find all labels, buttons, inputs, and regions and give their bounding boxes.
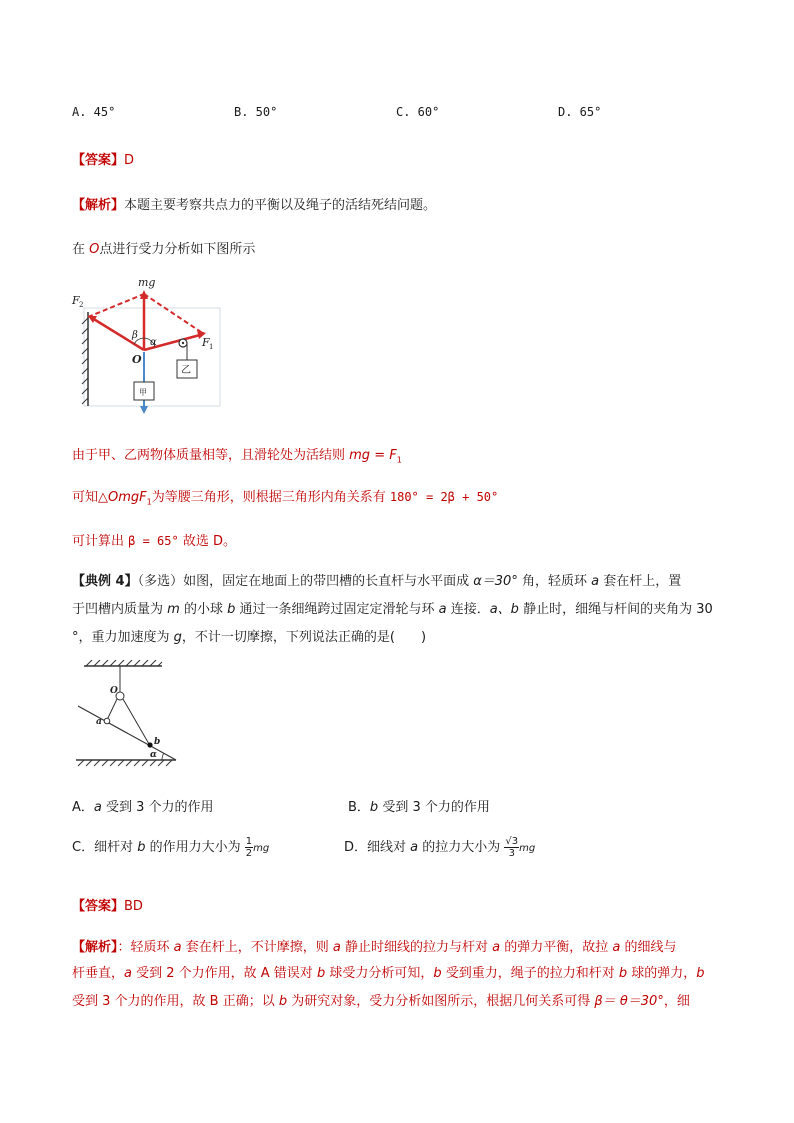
- label-o2: O: [110, 686, 118, 696]
- answer-1: [72, 149, 134, 168]
- tri-eq: 180° = 2β + 50°: [389, 490, 499, 504]
- an2-l2v1: a: [124, 966, 132, 981]
- ex-ab: a、b: [489, 602, 519, 617]
- answer2-value: BD: [124, 899, 143, 914]
- label-a2: a: [96, 717, 102, 727]
- mass-eq-mid: =: [370, 448, 390, 463]
- string-a: [107, 699, 117, 720]
- an2-l2d: 受到重力，绳子的拉力和杆对: [441, 966, 619, 981]
- option-c: C. 60°: [396, 105, 440, 119]
- answer-2: [72, 895, 143, 914]
- an2-l1v3: a: [492, 940, 501, 955]
- opt2a-pre: A．: [72, 800, 94, 815]
- an2-l2v4: b: [618, 966, 628, 981]
- mass-text: 由于甲、乙两物体质量相等，且滑轮处为活结则: [72, 448, 350, 463]
- opt2c-var: b: [137, 840, 146, 855]
- label-jia: 甲: [139, 388, 147, 397]
- an2-l1v2: a: [332, 940, 341, 955]
- result-line: [72, 530, 236, 549]
- label-yi: 乙: [181, 365, 191, 376]
- intro-post: 点进行受力分析如下图所示: [99, 242, 256, 257]
- ex-l2d: 连接．: [446, 602, 490, 617]
- analysis-label: 【解析】: [72, 198, 125, 213]
- frac-d-den: 3: [508, 848, 515, 859]
- frac-c-den: 2: [245, 848, 253, 859]
- ball-b: [147, 742, 152, 747]
- ring-a: [104, 718, 110, 724]
- ex-ball: b: [227, 602, 236, 617]
- an2-l3v1: b: [278, 994, 288, 1009]
- opt2d-pre: D．细线对: [344, 840, 411, 855]
- opt2c-mg: mg: [253, 843, 270, 854]
- opt2c-post: 的作用力大小为: [145, 840, 245, 855]
- force-diagram: [70, 272, 230, 414]
- option-b: B. 50°: [234, 105, 278, 119]
- an2-l1v1: a: [173, 940, 182, 955]
- ex-l1b: 角，轻质环: [517, 574, 592, 589]
- result-pre: 可计算出: [72, 534, 129, 549]
- opt2b-pre: B．: [348, 800, 370, 815]
- an2-l3a: 受到 3 个力的作用，故 B 正确；以: [72, 994, 279, 1009]
- option2-d: [344, 836, 535, 859]
- ex-l2a: 于凹槽内质量为: [72, 602, 168, 617]
- opt2d-mg: mg: [519, 843, 536, 854]
- ex-ring: a: [591, 574, 600, 589]
- analysis2-line2: [72, 962, 705, 981]
- analysis-text: 本题主要考察共点力的平衡以及绳子的活结死结问题。: [124, 198, 437, 213]
- label-b2: b: [154, 737, 161, 747]
- opt2a-var: a: [93, 800, 102, 815]
- mass-eq-f: F: [389, 448, 397, 463]
- ground-hatching: [78, 760, 172, 766]
- opt2b-post: 受到 3 个力的作用: [378, 800, 490, 815]
- option2-a: [72, 796, 214, 815]
- ex-alpha: α＝30°: [473, 574, 518, 589]
- example4-line3: [72, 626, 426, 645]
- an2-l3b: 为研究对象，受力分析如图所示，根据几何关系可得: [287, 994, 595, 1009]
- ex-m: m: [167, 602, 180, 617]
- analysis2-line1: [72, 936, 676, 955]
- option2-c: [72, 836, 269, 859]
- an2-l2b: 受到 2 个力作用，故 A 错误对: [131, 966, 317, 981]
- option-d: D. 65°: [558, 105, 602, 119]
- intro-point: O: [89, 242, 100, 257]
- an2-l2a: 杆垂直，: [72, 966, 125, 981]
- label-f1-sub: 1: [209, 343, 214, 351]
- rod-diagram: [72, 660, 180, 772]
- label-o: O: [132, 353, 142, 366]
- opt2c-pre: C．细杆对: [72, 840, 138, 855]
- ex-ring2: a: [438, 602, 447, 617]
- label-alpha: α: [150, 337, 157, 348]
- an2-l2v5: b: [696, 966, 705, 981]
- example4-line1: [72, 570, 681, 589]
- mass-line: [72, 444, 402, 465]
- label-beta: β: [132, 330, 138, 341]
- answer-label: 【答案】: [72, 153, 125, 168]
- an2-l1v4: a: [612, 940, 621, 955]
- analysis2-label: 【解析】: [72, 940, 118, 955]
- fraction-half: [245, 836, 253, 859]
- ex-l1a: （多选）如图，固定在地面上的带凹槽的长直杆与水平面成: [137, 574, 474, 589]
- opt2d-var: a: [410, 840, 419, 855]
- ceiling-hatching: [86, 660, 162, 666]
- mass-eq-sub: 1: [396, 455, 402, 465]
- result-eq: β = 65°: [128, 534, 179, 548]
- an2-l2v3: b: [433, 966, 442, 981]
- tri-pre: 可知△: [72, 490, 108, 505]
- tri-mid: 为等腰三角形，则根据三角形内角关系有: [151, 490, 390, 505]
- example-label: 【典例 4】: [72, 574, 138, 589]
- opt2b-var: b: [369, 800, 379, 815]
- string-b: [123, 699, 149, 744]
- force-intro: [72, 238, 255, 257]
- answer2-label: 【答案】: [72, 899, 125, 914]
- ex-l3b: ，不计一切摩擦，下列说法正确的是( ): [181, 630, 427, 645]
- option-a: A. 45°: [72, 105, 116, 119]
- frac-c-num: 1: [245, 836, 253, 847]
- analysis2-line3: [72, 990, 690, 1009]
- example4-line2: [72, 598, 713, 617]
- result-post: 故选 D。: [178, 534, 236, 549]
- label-f2-sub: 2: [79, 301, 84, 309]
- label-f1: F: [202, 336, 210, 349]
- label-alpha2: α: [150, 750, 157, 760]
- ex-l2c: 通过一条细绳跨过固定定滑轮与环: [235, 602, 439, 617]
- opt2d-post: 的拉力大小为: [418, 840, 505, 855]
- fraction-sqrt3: [504, 836, 519, 859]
- an2-l1c: 静止时细线的拉力与杆对: [340, 940, 493, 955]
- label-mg: mg: [138, 276, 156, 289]
- an2-l1b: 套在杆上，不计摩擦，则: [181, 940, 333, 955]
- an2-l3eq: β＝ θ＝30°: [594, 994, 664, 1009]
- ex-g: g: [173, 630, 182, 645]
- ex-l3a: °，重力加速度为: [72, 630, 174, 645]
- frac-d-num: √3: [505, 836, 519, 847]
- an2-l1d: 的弹力平衡，故拉: [500, 940, 613, 955]
- analysis-1: [72, 194, 436, 213]
- an2-l2e: 球的弹力，: [627, 966, 697, 981]
- ex-l2b: 的小球: [179, 602, 228, 617]
- label-f2: F: [72, 294, 80, 307]
- an2-l2c: 球受力分析可知，: [325, 966, 434, 981]
- tri-sub: 1: [146, 497, 152, 507]
- triangle-line: [72, 486, 498, 507]
- answer-value: D: [124, 153, 135, 168]
- an2-l3c: ，细: [663, 994, 690, 1009]
- tri-name: OmgF: [108, 490, 147, 505]
- an2-l1a: ：轻质环: [117, 940, 174, 955]
- opt2a-post: 受到 3 个力的作用: [101, 800, 214, 815]
- an2-l1e: 的细线与: [620, 940, 677, 955]
- mass-eq-mg: mg: [349, 448, 371, 463]
- option2-b: [348, 796, 490, 815]
- intro-pre: 在: [72, 242, 90, 257]
- an2-l2v2: b: [316, 966, 326, 981]
- ex-l1c: 套在杆上，置: [599, 574, 682, 589]
- rod: [78, 706, 176, 760]
- ex-l2e: 静止时，细绳与杆间的夹角为 30: [518, 602, 713, 617]
